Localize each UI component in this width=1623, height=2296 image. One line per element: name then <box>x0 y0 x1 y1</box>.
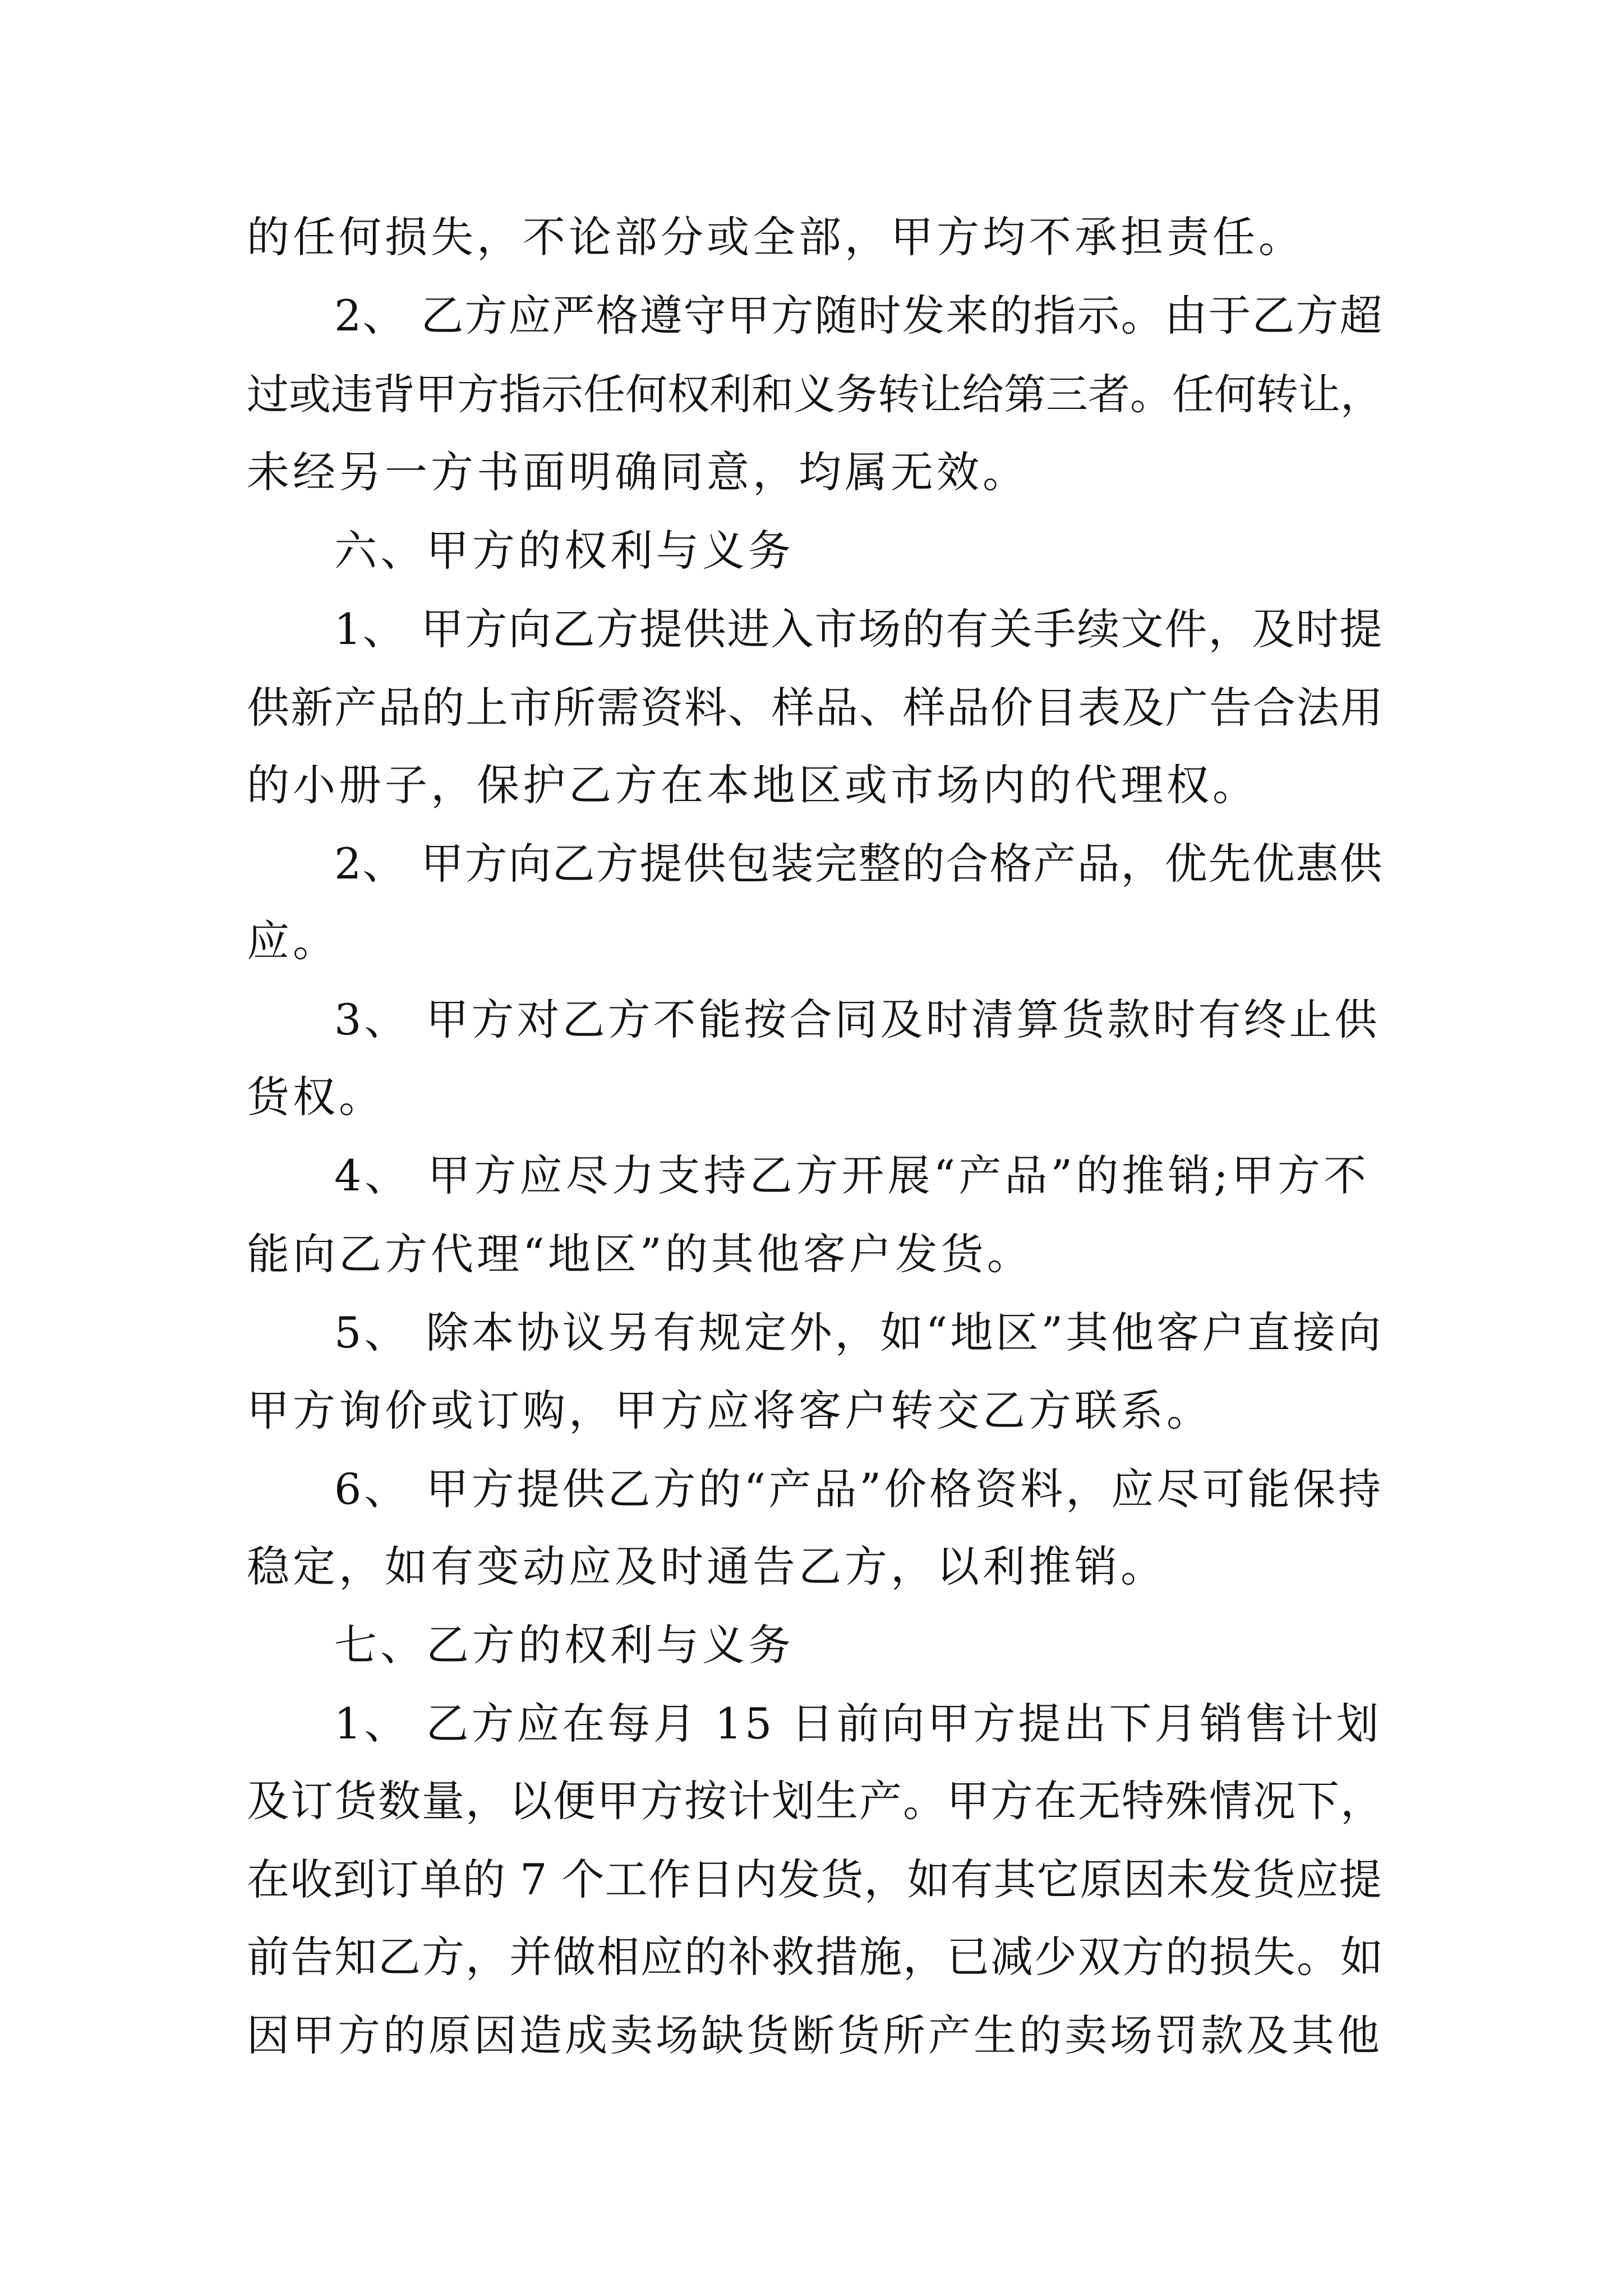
text-line: 过或违背甲方指示任何权利和义务转让给第三者。任何转让， <box>247 370 1383 419</box>
text-line: 前告知乙方，并做相应的补救措施，已减少双方的损失。如 <box>247 1932 1384 1982</box>
text-line: 未经另一方书面明确同意，均属无效。 <box>247 447 1029 497</box>
text-line: 应。 <box>247 916 339 966</box>
text-line: 能向乙方代理“地区”的其他客户发货。 <box>247 1229 1033 1279</box>
text-line: 4、 甲方应尽力支持乙方开展“产品”的推销;甲方不 <box>334 1151 1370 1200</box>
text-line: 在收到订单的 7 个工作日内发货，如有其它原因未发货应提 <box>247 1855 1382 1904</box>
text-line: 1、 乙方应在每月 15 日前向甲方提出下月销售计划 <box>334 1699 1382 1749</box>
text-line: 3、 甲方对乙方不能按合同及时清算货款时有终止供 <box>334 995 1380 1045</box>
text-line: 供新产品的上市所需资料、样品、样品价目表及广告合法用 <box>247 683 1384 733</box>
text-line: 的小册子，保护乙方在本地区或市场内的代理权。 <box>247 760 1258 810</box>
text-line: 5、 除本协议另有规定外，如“地区”其他客户直接向 <box>334 1308 1384 1358</box>
text-line: 因甲方的原因造成卖场缺货断货所产生的卖场罚款及其他 <box>247 2010 1382 2060</box>
text-line: 6、 甲方提供乙方的“产品”价格资料，应尽可能保持 <box>334 1464 1384 1514</box>
text-line: 2、 乙方应严格遵守甲方随时发来的指示。由于乙方超 <box>334 291 1384 341</box>
text-line: 稳定，如有变动应及时通告乙方，以利推销。 <box>247 1542 1166 1591</box>
text-line: 甲方询价或订购，甲方应将客户转交乙方联系。 <box>247 1386 1212 1435</box>
section-heading: 六、甲方的权利与义务 <box>334 526 794 576</box>
text-line: 及订货数量，以便甲方按计划生产。甲方在无特殊情况下， <box>247 1776 1384 1826</box>
text-line: 2、 甲方向乙方提供包装完整的合格产品，优先优惠供 <box>334 839 1384 889</box>
text-line: 1、 甲方向乙方提供进入市场的有关手续文件，及时提 <box>334 604 1384 654</box>
text-line: 货权。 <box>247 1072 385 1122</box>
text-line: 的任何损失，不论部分或全部，甲方均不承担责任。 <box>247 212 1304 262</box>
section-heading: 七、乙方的权利与义务 <box>334 1620 794 1670</box>
